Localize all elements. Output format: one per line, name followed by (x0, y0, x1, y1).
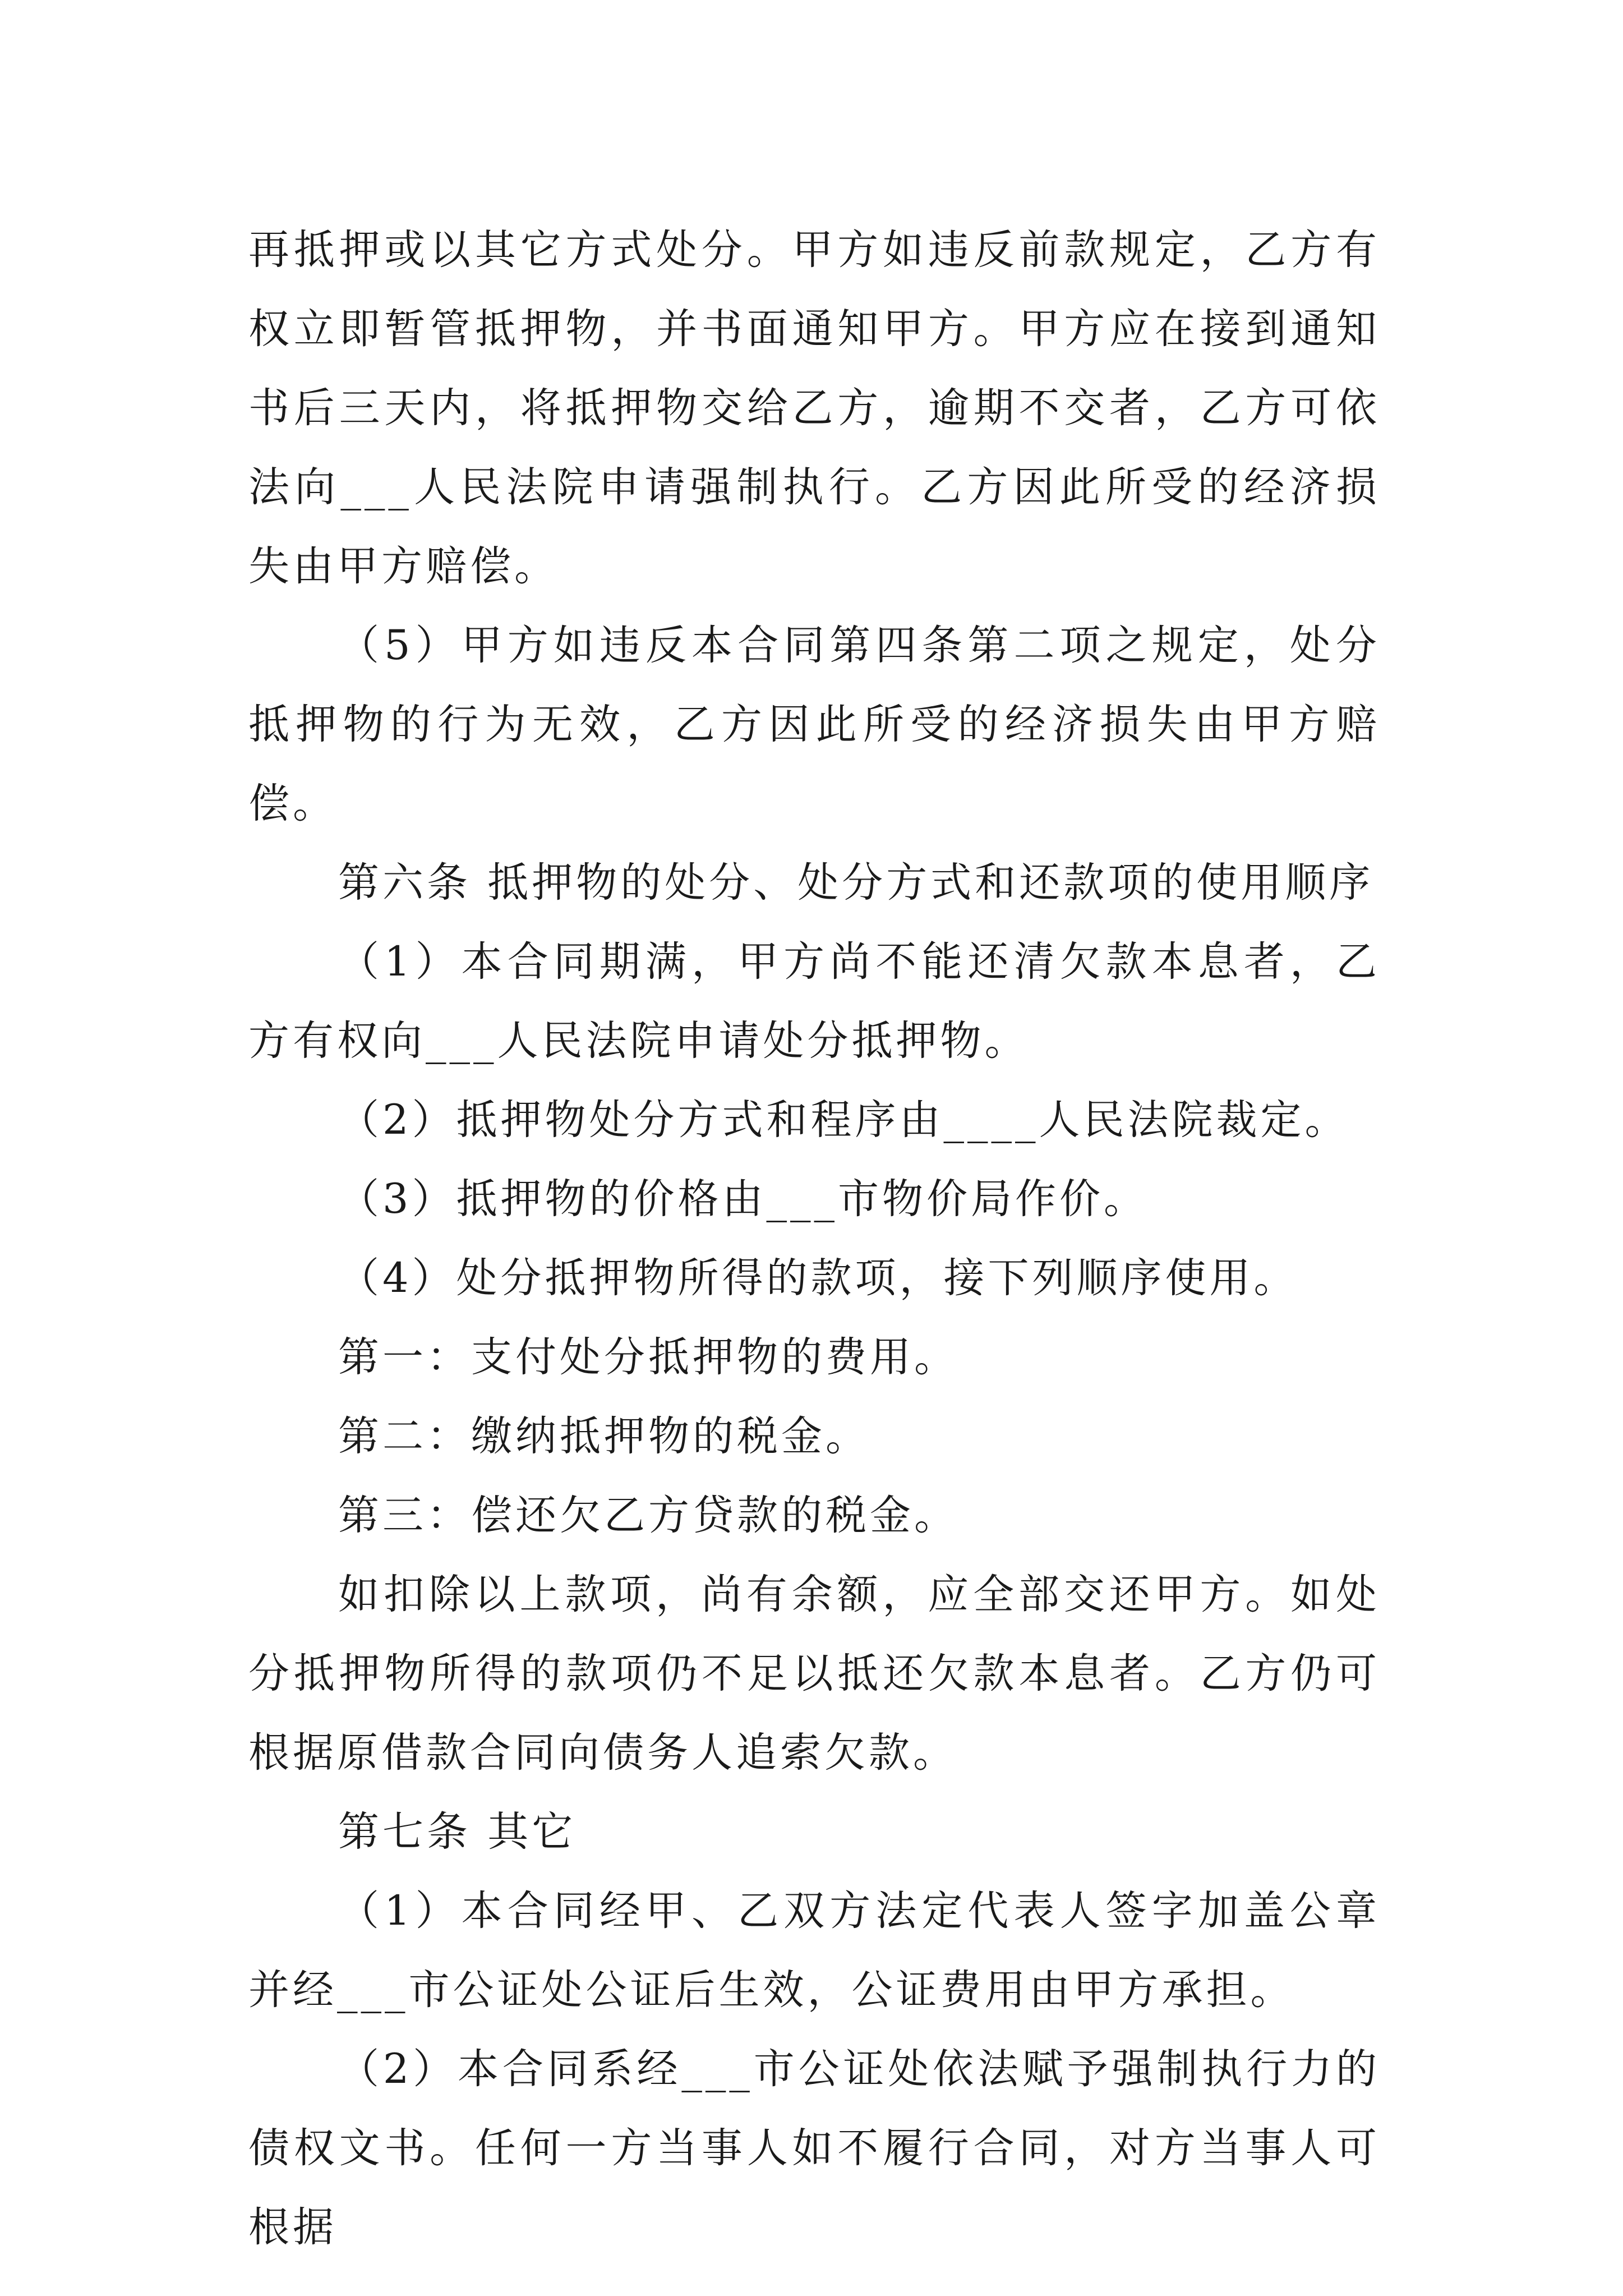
paragraph-6: （3）抵押物的价格由___市物价局作价。 (338, 1175, 1148, 1223)
paragraph-11: 如扣除以上款项，尚有余额，应全部交还甲方。如处分抵押物所得的款项仍不足以抵还欠款本息者。乙方仍可根据原借款合同向债务人追索欠款。 (248, 1571, 1380, 1777)
paragraph-10: 第三：偿还欠乙方贷款的税金。 (338, 1492, 958, 1539)
paragraph-13: （1）本合同经甲、乙双方法定代表人签字加盖公章并经___市公证处公证后生效，公证费用由甲方承担。 (248, 1887, 1380, 2014)
paragraph-14: （2）本合同系经___市公证处依法赋予强制执行力的债权文书。任何一方当事人如不履行合同，对方当事人可根据 (248, 2045, 1380, 2251)
paragraph-7: （4）处分抵押物所得的款项，接下列顺序使用。 (338, 1254, 1298, 1302)
paragraph-4: （1）本合同期满，甲方尚不能还清欠款本息者，乙方有权向___人民法院申请处分抵押物。 (248, 938, 1380, 1065)
paragraph-8: 第一：支付处分抵押物的费用。 (338, 1333, 958, 1381)
paragraph-9: 第二：缴纳抵押物的税金。 (338, 1412, 870, 1460)
paragraph-5: （2）抵押物处分方式和程序由____人民法院裁定。 (338, 1096, 1349, 1144)
paragraph-1: 再抵押或以其它方式处分。甲方如违反前款规定，乙方有权立即暂管抵押物，并书面通知甲方。甲方应在接到通知书后三天内，将抵押物交给乙方，逾期不交者，乙方可依法向___人民法院申请强制执行。乙方因此所受的经济损失由甲方赔偿。 (248, 226, 1380, 590)
article-7-heading: 第七条 其它 (338, 1808, 577, 1856)
paragraph-2: （5）甲方如违反本合同第四条第二项之规定，处分抵押物的行为无效，乙方因此所受的经济损失由甲方赔偿。 (248, 622, 1380, 827)
article-6-heading: 第六条 抵押物的处分、处分方式和还款项的使用顺序 (338, 859, 1374, 907)
contract-text (248, 210, 1380, 2267)
